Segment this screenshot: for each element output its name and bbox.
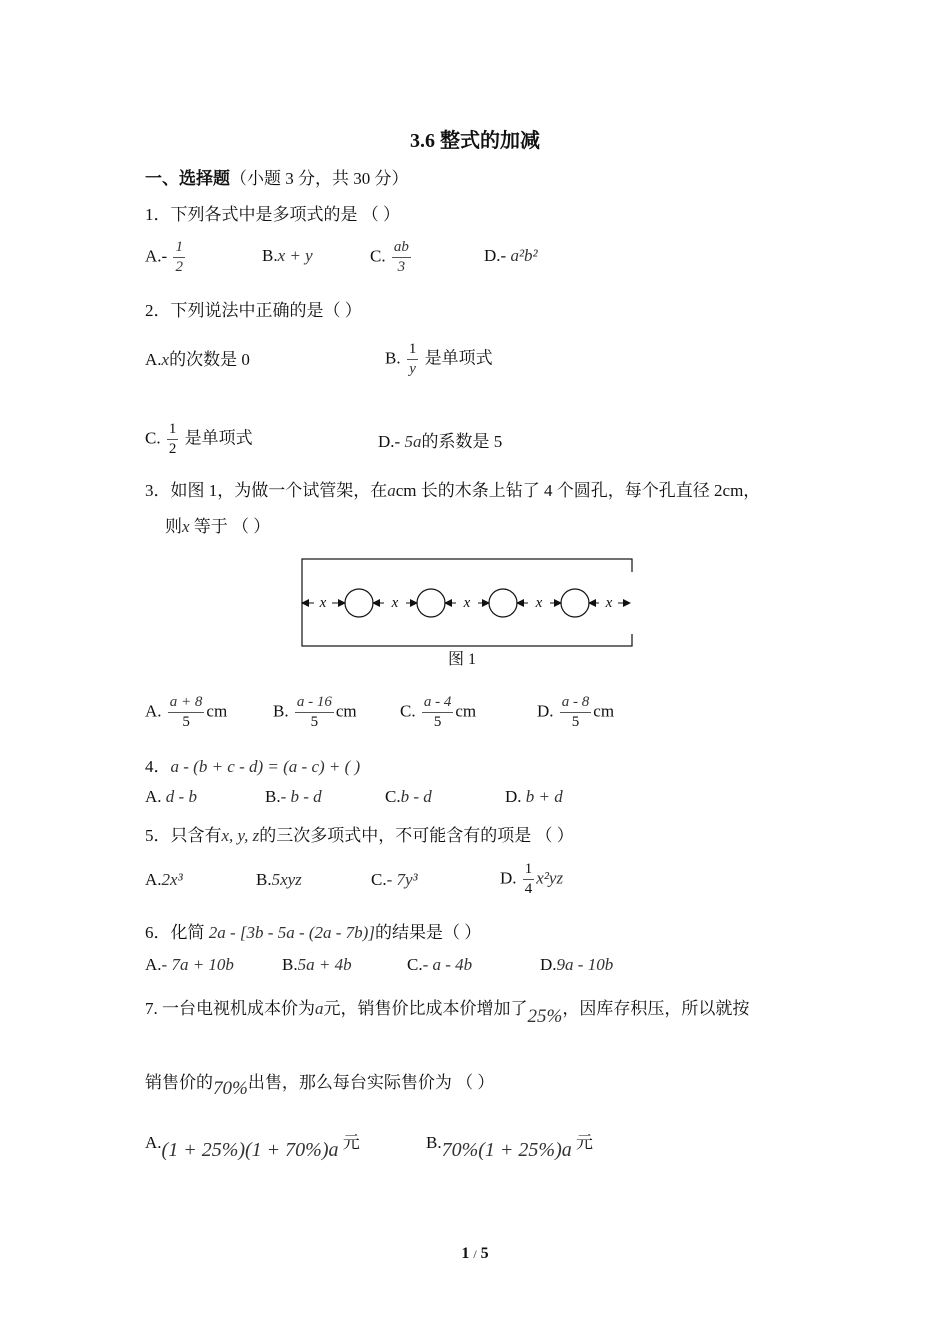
option-unit: cm	[455, 701, 477, 721]
question-5-stem	[145, 821, 574, 846]
q4-option-a	[145, 787, 197, 807]
page-number	[0, 1245, 950, 1263]
fraction	[168, 693, 205, 732]
stem-variable: x	[182, 517, 190, 536]
figure-caption: 图 1	[448, 651, 477, 668]
option-variable: x	[161, 350, 170, 369]
option-label: A.	[145, 870, 162, 889]
q6-option-a	[145, 955, 234, 975]
option-label: B.	[265, 787, 281, 806]
test-tube-rack-figure	[300, 558, 634, 650]
option-label: C.	[385, 787, 401, 806]
stem-text: 的结果是（ ）	[374, 923, 482, 942]
option-label: B.	[262, 246, 278, 265]
option-text: 是单项式	[424, 348, 493, 368]
fraction	[407, 340, 419, 379]
stem-text: 6．化简	[145, 923, 205, 942]
q1-option-a	[145, 238, 187, 277]
section-heading	[145, 164, 409, 189]
q4-option-c	[385, 787, 432, 807]
option-label: A.	[145, 955, 162, 974]
gap-label: x	[535, 595, 543, 611]
numerator: 1	[168, 421, 177, 437]
q1-option-d	[484, 246, 538, 266]
stem-text: 等于 （ ）	[193, 517, 271, 536]
hole	[417, 589, 445, 617]
option-sign: -	[500, 246, 507, 265]
q3-option-b	[273, 693, 357, 732]
fraction	[173, 238, 185, 277]
q5-option-d	[500, 860, 563, 899]
numerator: a + 8	[169, 694, 203, 710]
q3-option-c	[400, 693, 476, 732]
q5-option-c	[371, 870, 418, 890]
option-expression: a²b²	[510, 246, 538, 265]
option-expression: 2x³	[161, 870, 183, 889]
denominator: 5	[168, 712, 205, 732]
option-label: B.	[385, 348, 401, 368]
denominator: 5	[422, 712, 454, 732]
q2-option-c	[145, 420, 253, 459]
option-label: D.	[484, 246, 501, 265]
option-sign: -	[394, 432, 401, 451]
option-unit: cm	[206, 701, 228, 721]
question-2-stem: 2．下列说法中正确的是（ ）	[145, 301, 362, 320]
hole	[489, 589, 517, 617]
option-expression: 5a + 4b	[297, 955, 352, 974]
option-unit: cm	[593, 701, 615, 721]
numerator: a - 8	[561, 694, 590, 710]
option-label: A.	[145, 350, 162, 369]
gap-label: x	[391, 595, 399, 611]
page-separator: /	[473, 1247, 477, 1261]
gap-label: x	[463, 595, 471, 611]
stem-text: 5．只含有	[145, 826, 222, 845]
numerator: a - 4	[423, 694, 452, 710]
page-total: 5	[480, 1245, 489, 1262]
denominator: 5	[295, 712, 334, 732]
stem-text: 7. 一台电视机成本价为	[145, 999, 315, 1018]
fraction	[422, 693, 454, 732]
hole	[561, 589, 589, 617]
option-label: C.	[400, 701, 416, 721]
denominator: 2	[175, 259, 183, 275]
denominator: 5	[560, 712, 592, 732]
stem-percent: 25%	[527, 1006, 563, 1027]
option-label: C.	[145, 428, 161, 448]
numerator: ab	[393, 239, 409, 255]
q5-option-a	[145, 870, 183, 890]
numerator: 1	[408, 341, 417, 357]
stem-text: 的三次多项式中，不可能含有的项是 （ ）	[259, 826, 574, 845]
stem-text: 销售价的	[145, 1073, 213, 1092]
q7-option-b	[426, 1128, 593, 1162]
question-7-stem-line2	[145, 1068, 494, 1100]
option-expression: - 7a + 10b	[161, 955, 234, 974]
denominator: 3	[392, 257, 411, 277]
option-expression: d - b	[165, 787, 197, 806]
page-current: 1	[461, 1245, 470, 1262]
option-expression: 9a - 10b	[556, 955, 614, 974]
page-title: 3.6 整式的加减	[410, 130, 540, 152]
q4-option-d	[505, 787, 563, 807]
q1-option-b	[262, 246, 313, 266]
q6-option-b	[282, 955, 352, 975]
question-4-stem	[145, 752, 360, 777]
option-unit: 元	[342, 1133, 360, 1152]
option-label: B.	[273, 701, 289, 721]
option-text: 的系数是 5	[421, 432, 503, 451]
q2-option-a	[145, 345, 250, 370]
stem-text: 出售，那么每台实际售价为 （ ）	[247, 1073, 495, 1092]
option-expression: 5xyz	[271, 870, 302, 889]
option-label: C.	[371, 870, 387, 889]
q1-option-c	[370, 238, 413, 277]
hole	[345, 589, 373, 617]
question-3-stem-line1	[145, 476, 760, 501]
option-label: A.	[145, 701, 162, 721]
denominator: 2	[168, 441, 177, 457]
option-label: B.	[426, 1133, 442, 1152]
option-expression: - a - 4b	[422, 955, 473, 974]
stem-variable: a	[387, 481, 396, 500]
q2-option-b	[385, 340, 493, 379]
stem-variables: x, y, z	[221, 826, 260, 845]
option-label: A.	[145, 1133, 162, 1152]
option-label: B.	[282, 955, 298, 974]
fraction	[295, 693, 334, 732]
option-expression: - b - d	[280, 787, 322, 806]
option-expression: x + y	[277, 246, 313, 265]
question-3-stem-line2	[165, 512, 270, 537]
fraction	[523, 860, 535, 899]
q7-option-a	[145, 1128, 360, 1162]
option-label: D.	[500, 868, 517, 888]
option-label: D.	[505, 787, 522, 806]
option-expression: 70%(1 + 25%)a	[441, 1139, 572, 1161]
option-unit: 元	[575, 1133, 593, 1152]
section-title: 一、选择题	[145, 169, 230, 188]
option-label: B.	[256, 870, 272, 889]
option-expression: b - d	[400, 787, 432, 806]
fraction	[560, 693, 592, 732]
option-label: A.	[145, 787, 162, 806]
option-label: D.	[378, 432, 395, 451]
option-expression: 5a	[404, 432, 422, 451]
option-expression: - 7y³	[386, 870, 418, 889]
option-label: A.	[145, 246, 162, 266]
stem-variable: a	[315, 999, 324, 1018]
option-expression: (1 + 25%)(1 + 70%)a	[161, 1139, 339, 1161]
option-label: D.	[540, 955, 557, 974]
option-text: 的次数是 0	[169, 350, 250, 369]
option-label: C.	[407, 955, 423, 974]
stem-text: ，因库存积压，所以就按	[562, 999, 750, 1018]
question-1-stem: 1．下列各式中是多项式的是 （ ）	[145, 205, 400, 224]
option-label: D.	[537, 701, 554, 721]
option-sign: -	[161, 246, 168, 266]
fraction	[392, 238, 411, 277]
option-text: 是单项式	[184, 428, 253, 448]
q6-option-d	[540, 955, 613, 975]
q3-option-d	[537, 693, 614, 732]
question-expression: a - (b + c - d) = (a - c) + ( )	[170, 757, 361, 776]
stem-text: 则	[165, 517, 182, 536]
numerator: 1	[524, 861, 533, 877]
section-note: （小题 3 分，共 30 分）	[230, 169, 409, 188]
q5-option-b	[256, 870, 302, 890]
option-unit: cm	[335, 701, 357, 721]
option-expression: x²yz	[536, 868, 564, 888]
option-expression: b + d	[525, 787, 563, 806]
stem-text: 元，销售价比成本价增加了	[323, 999, 528, 1018]
question-expression: 2a - [3b - 5a - (2a - 7b)]	[208, 923, 375, 942]
stem-percent: 70%	[213, 1078, 248, 1099]
denominator: y	[407, 359, 419, 379]
question-number: 4．	[145, 757, 171, 776]
numerator: a - 16	[296, 694, 332, 710]
q6-option-c	[407, 955, 472, 975]
fraction	[167, 420, 179, 459]
stem-text: cm 长的木条上钻了 4 个圆孔，每个孔直径 2cm，	[395, 481, 761, 500]
gap-label: x	[319, 595, 327, 611]
q4-option-b	[265, 787, 322, 807]
gap-label: x	[605, 595, 613, 611]
q3-option-a	[145, 693, 227, 732]
question-6-stem	[145, 918, 481, 943]
stem-text: 3．如图 1，为做一个试管架，在	[145, 481, 388, 500]
numerator: 1	[175, 239, 183, 255]
option-label: C.	[370, 246, 386, 266]
question-7-stem-line1	[145, 994, 749, 1028]
denominator: 4	[524, 881, 533, 897]
q2-option-d	[378, 427, 502, 452]
